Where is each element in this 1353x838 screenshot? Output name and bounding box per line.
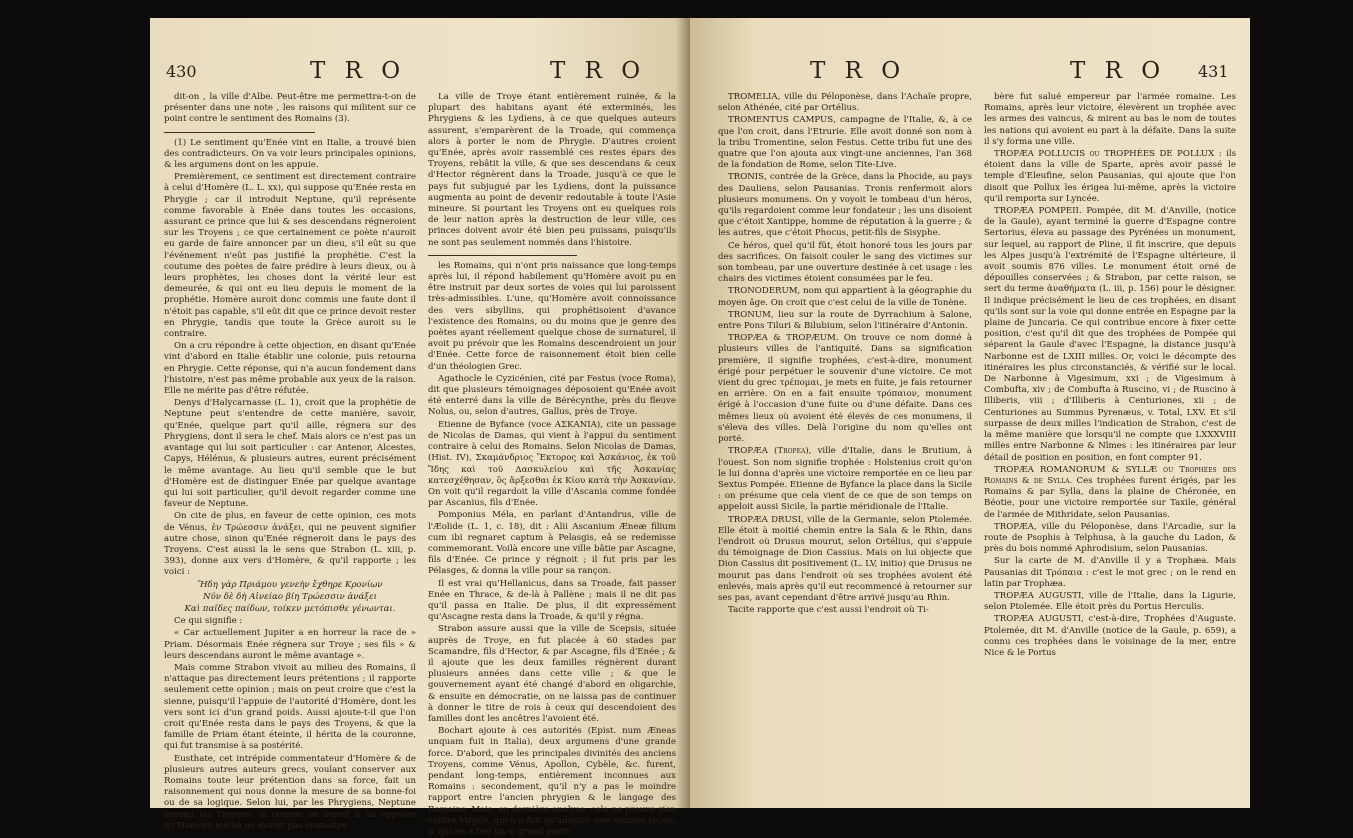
entry — [718, 333, 972, 445]
entry-head: TROPÆA AUGUSTI — [994, 614, 1082, 625]
entry — [984, 556, 1236, 590]
entry-head: TROPÆA (Tropea) — [728, 446, 809, 457]
footnote-paragraph: (1) Le sentiment qu'Enée vint en Italie, a trouvé bien des contradicteurs. On va voir leurs principales opinions, & les argumens dont on les appuie. — [164, 137, 416, 171]
footnote-rule — [428, 255, 577, 256]
entry — [984, 614, 1236, 659]
footnote-paragraph: Pomponius Méla, en parlant d'Antandrus, ville de l'Æolide (L. 1, c. 18), dit : Alii Ascanium Æneæ filium cum ibi regnaret captum à Pelasgis, eâ se redemisse commemorant. Voilà encore une ville bâtie par Ascagne, fils d'Enée. Ce prince y régnoit ; il fut pris par les Pélasges, & donna la ville pour sa rançon. — [428, 510, 676, 577]
left-column-1 — [164, 92, 416, 831]
footnote-paragraph: On cite de plus, en faveur de cette opinion, ces mots de Vénus, ἐν Τρώεσσιν ἀνάξει, qui ne peuvent signifier autre chose, sinon qu'Enée régneroit dans le pays des Troyens. C'est aussi la le sens que Strabon (L. xiii, p. 393), donne aux vers d'Homère, & qu'il rapporte ; les voici : — [164, 511, 416, 578]
entry-head: TROMELIA — [728, 92, 778, 102]
right-column-2 — [984, 92, 1236, 798]
entry-head: TRONUM — [728, 309, 771, 320]
entry — [984, 522, 1236, 556]
footnote-rule — [164, 132, 315, 133]
entry — [984, 465, 1236, 521]
entry — [984, 92, 1236, 148]
entry — [984, 149, 1236, 205]
entry — [718, 515, 972, 605]
entry-text: , ville du Péloponèse, dans l'Achaïe propre, selon Athénée, cité par Ortélius. — [718, 92, 972, 114]
entry-text: . Ces trophées furent érigés, par les Romains & par Sylla, dans la plaine de Chéronée, en Béotie, pour une victoire remportée sur Taxile, général de l'armée de Mithridate, selon Pausanias. — [984, 475, 1236, 520]
entry-text: bère fut salué empereur par l'armée romaine. Les Romains, après leur victoire, élevèrent un trophée avec les armes des vaincus, & mirent au bas le nom de toutes les nations qui avoient eu part à la défaite. Dans la suite il s'y forma une ville. — [984, 92, 1236, 147]
entry-text: Ce héros, quel qu'il fût, étoit honoré tous les jours par des sacrifices. On faisoit couler le sang des victimes sur son tombeau, par une ouverture destinée à cet usage : les chairs des victimes étoient consumées par le feu. — [718, 240, 972, 285]
entry — [718, 115, 972, 171]
left-running-head-col2: T R O — [550, 58, 647, 84]
footnote-paragraph: Denys d'Halycarnasse (L. 1), croit que la prophétie de Neptune peut s'entendre de cette manière, savoir, qu'Enée, quelque part qu'il aille, régnera sur des Phrygiens, dont il sera le chef. Mais alors ce n'est pas un avantage qui lui soit particulier : car Antenor, Alcestes, Capys, Hélénus, & plusieurs autres, eurent précisément le même avantage. Au lieu qu'il semble que le but d'Homère est de distinguer Enée par quelque avantage qui lui soit particulier, qu'il devoit regarder comme une faveur de Neptune. — [164, 398, 416, 510]
entry-head: TRONODERUM — [728, 286, 798, 297]
footnote-paragraph: Premièrement, ce sentiment est directement contraire à celui d'Homère (L. L. xx), qui suppose qu'Enée resta en Phrygie ; car il introduit Neptune, qu'il représente comme favorable à Enée dans toutes les occasions, assurant ce prince que lui & ses descendans régneroient sur les Troyens ; ce que certainement ce poète n'auroit eu garde de faire annoncer par un dieu, s'il eût su que l'événement n'eût pas justifié la prophétie. C'est la coutume des poètes de faire prédire à leurs dieux, ou à leurs prophètes, les choses dont la vérité leur est demeurée, & qui ont eu lieu depuis le moment de la prophétie. Homère auroit donc commis une faute dont il n'étoit pas capable, s'il eût dit que ce prince devoit rester en Phrygie, tandis que toute la Grèce auroit su le contraire. — [164, 172, 416, 340]
footnote-paragraph: Il est vrai qu'Hellanicus, dans sa Troade, fait passer Enée en Thrace, & de-là à Pallène ; mais il ne dit pas qu'il passa en Italie. De plus, il dit expressément qu'Ascagne resta dans la Troade, & qu'il y régna. — [428, 578, 676, 623]
entry-text: , ville de la Germanie, selon Ptolemée. Elle étoit à moitié chemin entre la Sala & le Rhin, dans l'endroit où Drusus mourut, selon Ortélius, qui s'appuie du témoignage de Dion Cassius. Mais on lui objecte que Dion Cassius dit positivement (L. LV, initio) que Drusus ne mourut pas dans l'endroit où ses trophées avoient été enlevés, mais après qu'il eut recommencé à retourner sur ses pas, avant cependant d'être arrivé jusqu'au Rhin. — [718, 514, 972, 603]
greek-verse: Νῦν δὲ δὴ Αἰνείαο βίη Τρώεσσιν ἀνάξει — [203, 591, 377, 602]
entry — [718, 241, 972, 286]
entry-text: , lieu sur la route de Dyrrachium à Salone, entre Pons Tiluri & Bilubium, selon l'itinéraire d'Antonin. — [718, 309, 972, 332]
paragraph: La ville de Troye étant entièrement ruinée, & la plupart des habitans ayant été exterminés, les Phrygiens & les Lydiens, à ce que quelques auteurs assurent, s'emparèrent de la Troade, qui commença alors à porter le nom de Phrygie. D'autres croient qu'Enée, après avoir rassemblé ces restes épars des Troyens, rebâtit la ville, & que ses descendans & ceux d'Hector régnèrent dans la Troade, jusqu'à ce que le pays fut subjugué par les Lydiens, dont la puissance augmenta au point de devenir redoutable à toute l'Asie mineure. Si pourtant les Troyens ont eu quelques rois de leur nation après la destruction de leur ville, ces princes doivent avoir été bien peu puissans, puisqu'ils ne sont pas seulement nommés dans l'histoire. — [428, 92, 676, 248]
entry — [984, 206, 1236, 464]
entry-text: , contrée de la Grèce, dans la Phocide, au pays des Dauliens, selon Pausanias. Tronis renfermoit alors plusieurs monumens. On y voyoit le tombeau d'un héros, qu'ils regardoient comme leur fondateur ; les uns disoient que c'étoit Xantippe, homme de réputation à la guerre ; & les autres, que c'étoit Phocus, petit-fils de Sisyphe. — [718, 172, 972, 239]
entry-text: : ils étoient dans la ville de Sparte, après avoir passé le temple d'Eleufine, selon Pausanias, qui ajoute que l'on disoit que Pollux les érigea lui-même, après la victoire qu'il remporta sur Lyncée. — [984, 149, 1236, 204]
entry — [718, 172, 972, 239]
footnote-paragraph: Mais comme Strabon vivoit au milieu des Romains, il n'attaque pas directement leurs prétentions ; il rapporte seulement cette opinion ; mais on peut croire que c'est la sienne, puisqu'il l'appuie de l'autorité d'Homère, dont les vers sont ici d'un grand poids. Aussi ajoute-t-il que l'on croit qu'Enée resta dans le pays des Troyens, & que la famille de Priam étant éteinte, il hérita de la couronne, qui fut transmise à sa postérité. — [164, 662, 416, 752]
right-running-head-col2: T R O — [1070, 58, 1167, 84]
entry-text: , ville du Péloponèse, dans l'Arcadie, sur la route de Psophis à Telphusa, à la gauche du Ladon, & près du bois nommé Aphrodisium, selon Pausanias. — [984, 521, 1236, 555]
footnote-paragraph: Eusthate, cet intrépide commentateur d'Homère & de plusieurs autres auteurs grecs, voulant conserver aux Romains toute leur prétention dans sa force, fait un raisonnement qui nous donne la mesure de sa bonne-foi ou de sa logique. Selon lui, par les Phrygiens, Neptune entend les Troyens, & comme on auroit à lui opposer qu'Homère même ne devoit pas connoître — [164, 753, 416, 831]
entry — [718, 446, 972, 513]
footnote-paragraph: Ce qui signifie : — [174, 616, 243, 627]
left-running-head: T R O — [310, 58, 407, 84]
footnote-paragraph: Strabon assure aussi que la ville de Scepsis, située auprès de Troye, en fut placée à 60 stades par Scamandre, fils d'Hector, & par Ascagne, fils d'Enée ; & il ajoute que les deux familles régnèrent durant plusieurs années dans cette ville ; & que le gouvernement ayant été changé d'abord en oligarchie, & ensuite en démocratie, on ne laissa pas de continuer à donner le titre de rois à ceux qui descendoient des familles dont les ancêtres l'avoient été. — [428, 624, 676, 724]
footnote-paragraph: les Romains, qui n'ont pris naissance que long-temps après lui, il répond habilement qu'Homère avoit pu en être instruit par deux sortes de voies qui lui paroissent très-admissibles. L'une, qu'Homère avoit connoissance des vers sibyllins, qui prophétisoient d'avance l'existence des Romains, ou du moins que je genre des poètes ayant réellement quelque chose de surnaturel, il avoit pu prévoir que les Romains descendroient un jour d'Enée. Cette force de raisonnement étoit bien celle d'un théologien Grec. — [428, 260, 676, 372]
entry-text: Sur la carte de M. d'Anville il y a Trophæa. Mais Pausanias dit Τρόπαια : c'est le mot grec ; on le rend en latin par Trophæa. — [984, 556, 1236, 589]
left-page — [150, 18, 690, 837]
greek-verse: Ἤδη γὰρ Πριάμου γενεὴν ἔχθηρε Κρονίων — [197, 579, 383, 590]
paragraph: dit-on , la ville d'Albe. Peut-être me permettra-t-on de présenter dans une note , les raisons qui militent sur ce point contre le sentiment des Romains (3). — [164, 92, 416, 125]
entry-text: Tacite rapporte que c'est aussi l'endroit où Ti- — [728, 605, 929, 616]
footnote-paragraph: On a cru répondre à cette objection, en disant qu'Enée vint d'abord en Italie établir une colonie, puis retourna en Phrygie. Cette réponse, qui n'a aucun fondement dans l'histoire, n'est pas même probable aux yeux de la raison. Elle ne mérite pas d'être réfutée. — [164, 341, 416, 397]
right-page-number: 431 — [1198, 62, 1229, 81]
entry — [718, 286, 972, 308]
entry-text: , ville de l'Italie, dans la Ligurie, selon Ptolemée. Elle étoit près du Portus Herculis. — [984, 590, 1236, 613]
entry-head: TROPÆA — [994, 521, 1034, 532]
entry-text: . On trouve ce nom donné à plusieurs villes de l'antiquité. Dans sa signification première, il signifie trophées, c'est-à-dire, monument érigé pour perpétuer le souvenir d'une victoire. Ce mot vient du grec τρέπομαι, je mets en fuite, je fais retourner en arrière. On en a fait ensuite τρόπαιον, monument érigé à l'occasion d'une fuite ou d'une défaite. Dans ces mêmes lieux où avoient été élevés de ces monumens, il s'éleva des villes. Delà l'origine du nom qu'elles ont porté. — [718, 333, 972, 445]
greek-verse: Καὶ παῖδες παίδων, τοίκεν μετόπισθε γένωνται. — [184, 603, 396, 614]
footnote-paragraph: « Car actuellement Jupiter a en horreur la race de » Priam. Désormais Enée régnera sur Troye ; ses fils » & leurs descendans auront le même avantage ». — [164, 628, 416, 661]
entry-head: TRONIS — [728, 172, 765, 183]
right-page — [690, 18, 1250, 808]
entry-text: . Pompée, dit M. d'Anville, (notice de la Gaule), ayant terminé la guerre d'Espagne contre Sertorius, éleva au passage des Pyrénées un monument, sur lequel, au rapport de Pline, il fit inscrire, que depuis les Alpes jusqu'à l'extrémité de l'Espagne ultérieure, il avoit soumis 876 villes. Le monument étoit orné de dépouilles conservées ; & Strabon, par cette raison, se sert du terme ἀναθήματα (L. iii, p. 156) pour le désigner. Il indique précisément le lieu de ces trophées, en disant qu'ils sont sur la voie qui donne entrée en Espagne par la plaine de Juncaria. Ce qui contribue encore à fixer cette position, c'est qu'il dit que des trophées de Pompée qui séparent la Gaule d'avec l'Espagne, la distance jusqu'à Narbonne est de LXIII milles. Or, voici le décompte des itinéraires les plus circonstanciés, & vérifié sur le local. De Narbonne à Vigesimum, xxi ; de Vigesimum à Combufta, xiv ; de Combufta à Ruscino, vi ; de Ruscino à Illiberis, viii ; d'Illiberis à Centuriones, xii ; de Centuriones au Summus Pyrenæus, v. Total, LXV. Et s'il surpasse de deux milles l'indication de Strabon, c'est de la même manière que lorsqu'il ne compte que LXXXVIII milles entre Narbonne & Nîmes : les itinéraires par leur détail de position en position, en font compter 91. — [984, 206, 1236, 463]
entry-head: TROPÆA POLLUCIS ou TROPHÉES DE POLLUX — [994, 149, 1215, 160]
left-page-number: 430 — [166, 62, 197, 81]
entry-head: TROPÆA DRUSI — [728, 514, 802, 525]
entry-text: , campagne de l'Italie, &, à ce que l'on croit, dans l'Etrurie. Elle avoit donné son nom à la tribu Tromentine, selon Festus. Cette tribu fut une des quatre que l'on ajouta aux vingt-une anciennes, l'an 368 de la fondation de Rome, selon Tite-Live. — [718, 115, 972, 171]
entry-text: , nom qui appartient à la géographie du moyen âge. On croit que c'est celui de la ville de Tonène. — [718, 286, 972, 308]
entry-text: , ville d'Italie, dans le Brutium, à l'ouest. Son nom signifie trophée : Holstenius croit qu'on le lui donna d'après une victoire remportée en ce lieu par Sextus Pompée. Etienne de Byfance la place dans la Sicile : on présume que cela vient de ce que de son temps on appeloit aussi Sicile, la partie méridionale de l'Italie. — [718, 446, 972, 513]
right-column-1 — [718, 92, 972, 798]
entry-head: TROMENTUS CAMPUS — [728, 115, 834, 126]
footnote-paragraph: Etienne de Byfance (voce ΑΣΚΑΝΙΑ), cite un passage de Nicolas de Damas, qui vient à l'appui du sentiment contraire à celui des Romains. Selon Nicolas de Damas, (Hist. IV), Σκαμάνδριος Ἕκτορος καὶ Ἀσκάνιος, ἐκ τοῦ Ἴδης καὶ τοῦ Δασκυλείου καὶ τῆς Ἀσκανίας κατεσχέθησαν, ὃς ἄρξεσθαι ἐκ Κίου κατὰ τὴν Ἀσκανίαν. On voit qu'il regardoit la ville d'Ascania comme fondée par Ascanius, fils d'Enée. — [428, 419, 676, 509]
footnote-paragraph: Bochart ajoute à ces autorités (Epist. num Æneas unquam fuit in Italia), deux argumens d'une grande force. D'abord, que les principales divinités des anciens Troyens, comme Vénus, Apollon, Cybèle, &c. furent, pendant long-temps, entièrement inconnues aux Romains : secondement, qu'il n'y a pas le moindre rapport entre l'ancien phrygien & le langage des Romains. Mais, en dernière analyse, cela ne prouve rien contre Virgile, qui n'a fait qu'adopter une opinion reçue, & qui en a tiré un si grand parti. — [428, 726, 676, 837]
entry — [718, 92, 972, 114]
left-column-2 — [428, 92, 676, 837]
right-running-head: T R O — [810, 58, 907, 84]
entry — [718, 605, 972, 616]
footnote-paragraph: Agathocle le Cyzicénien, cité par Festus (voce Roma), dit que plusieurs témoignages déposoient qu'Enée avoit été enterré dans la ville de Bérécynthe, près du fleuve Nolus, ou, selon d'autres, Gallus, près de Troye. — [428, 373, 676, 418]
entry-head: TROPÆA ROMANORUM & SYLLÆ ou Trophées des Romains & de Sylla — [984, 464, 1236, 486]
entry — [718, 310, 972, 332]
entry-head: TROPÆA POMPEII — [994, 206, 1079, 217]
entry — [984, 591, 1236, 613]
entry-head: TROPÆA AUGUSTI — [994, 590, 1082, 601]
entry-text: , c'est-à-dire, Trophées d'Auguste. Ptolemée, dit M. d'Anville (notice de la Gaule, p. 659), a connu ces trophées dans le voisinage de la mer, entre Nice & le Portus — [984, 614, 1236, 658]
entry-head: TROPÆA & TROPÆUM — [728, 333, 836, 344]
